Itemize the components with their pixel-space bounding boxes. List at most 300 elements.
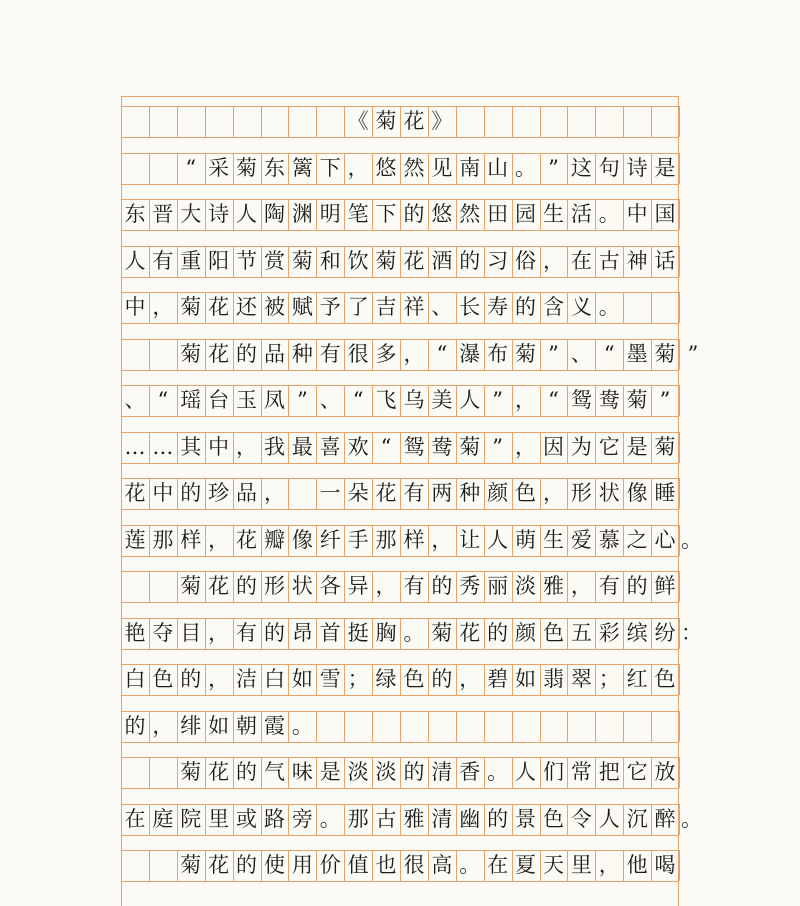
text-cell: ，	[542, 481, 564, 505]
text-cell: 重	[180, 248, 202, 273]
text-cell: 东	[263, 155, 285, 180]
text-cell: 中	[124, 295, 146, 319]
text-cell: 话	[654, 248, 676, 273]
text-cell: 很	[347, 341, 369, 366]
text-cell: 在	[124, 806, 146, 831]
text-cell: 。	[487, 760, 509, 784]
text-cell: 吉	[375, 295, 397, 319]
text-cell: 那	[152, 527, 174, 552]
text-cell: 。	[291, 713, 313, 738]
text-cell: 下	[375, 202, 397, 226]
text-cell: 笔	[347, 202, 369, 226]
text-row	[121, 104, 679, 135]
text-cell: 的	[180, 481, 202, 505]
text-cell: 菊	[654, 434, 676, 459]
text-cell: 胸	[375, 620, 397, 645]
text-cell: 鸳	[403, 434, 425, 459]
text-cell: ，	[208, 620, 230, 645]
text-cell: 状	[291, 574, 313, 598]
grid-column-line	[679, 618, 680, 649]
text-cell: 菊	[291, 248, 313, 273]
text-cell: 布	[487, 341, 509, 366]
text-cell: 它	[598, 434, 620, 459]
text-cell: 花	[403, 109, 425, 133]
grid-column-line	[679, 664, 680, 695]
text-cell: 。	[598, 295, 620, 319]
grid-column-line	[679, 199, 680, 230]
text-cell: 翠	[570, 667, 592, 691]
text-cell: 墨	[626, 341, 648, 366]
text-cell: 鸳	[570, 388, 592, 412]
text-cell: 生	[542, 527, 564, 552]
text-cell: 是	[626, 434, 648, 459]
text-cell: 睡	[654, 481, 676, 505]
text-cell: 很	[403, 853, 425, 877]
text-cell: 淡	[375, 760, 397, 784]
text-cell: 院	[180, 806, 202, 831]
text-cell: 如	[515, 667, 537, 691]
text-row	[121, 337, 699, 368]
text-cell: 朵	[347, 481, 369, 505]
text-cell: 淡	[347, 760, 369, 784]
text-cell: 因	[542, 434, 564, 459]
text-cell: 醉	[654, 806, 676, 831]
text-cell: ，	[208, 527, 230, 552]
text-cell: 花	[208, 574, 230, 598]
text-cell: 白	[124, 667, 146, 691]
text-cell: 也	[375, 853, 397, 877]
text-cell: 品	[236, 481, 258, 505]
text-cell: “	[436, 341, 448, 366]
text-cell: 颜	[515, 620, 537, 645]
text-cell: 《	[347, 109, 369, 133]
text-cell: 在	[487, 853, 509, 877]
text-cell: 我	[263, 434, 285, 459]
text-cell: 生	[542, 202, 564, 226]
text-cell: ，	[152, 295, 174, 319]
text-cell: 、	[570, 341, 592, 366]
text-cell: 彩	[598, 620, 620, 645]
text-cell: ”	[548, 341, 559, 366]
text-cell: 的	[236, 574, 258, 598]
text-cell: 各	[319, 574, 341, 598]
text-cell: …	[124, 434, 146, 459]
text-cell: 有	[403, 574, 425, 598]
text-cell: 含	[542, 295, 564, 319]
text-cell: 把	[598, 760, 620, 784]
text-cell: 的	[403, 760, 425, 784]
text-cell: 瑶	[180, 388, 202, 412]
text-cell: 高	[431, 853, 453, 877]
text-cell: 形	[570, 481, 592, 505]
text-cell: “	[157, 388, 169, 412]
text-cell: 菊	[375, 248, 397, 273]
text-cell: 予	[319, 295, 341, 319]
text-cell: 有	[236, 620, 258, 645]
text-cell: 阳	[208, 248, 230, 273]
text-cell: 那	[375, 527, 397, 552]
text-cell: 还	[236, 295, 258, 319]
text-cell: 俗	[515, 248, 537, 273]
text-row	[121, 523, 679, 554]
text-row	[121, 290, 679, 321]
text-cell: 是	[319, 760, 341, 784]
text-cell: 状	[598, 481, 620, 505]
text-cell: ，	[570, 574, 592, 598]
text-cell: 有	[319, 341, 341, 366]
text-cell: 喜	[319, 434, 341, 459]
text-cell: 、	[319, 388, 341, 412]
text-cell: ”	[296, 388, 308, 412]
text-cell: 一	[319, 481, 341, 505]
text-row	[121, 709, 679, 740]
text-cell: 的	[124, 713, 146, 738]
text-cell: ，	[431, 527, 453, 552]
text-cell: 饮	[347, 248, 369, 273]
text-row	[121, 197, 679, 228]
text-cell: 花	[208, 760, 230, 784]
text-cell: 的	[515, 295, 537, 319]
text-cell: 路	[263, 806, 285, 831]
text-cell: 山	[487, 155, 509, 180]
text-cell: 然	[403, 155, 425, 180]
text-cell: 诗	[626, 155, 648, 180]
text-cell: 然	[459, 202, 481, 226]
text-cell: 渊	[291, 202, 313, 226]
text-cell: 有	[403, 481, 425, 505]
text-cell: 种	[459, 481, 481, 505]
text-cell: 朝	[236, 713, 258, 738]
text-cell: 赏	[263, 248, 285, 273]
text-cell: “	[185, 155, 197, 180]
text-cell: 长	[459, 295, 481, 319]
text-cell: 活	[570, 202, 592, 226]
text-cell: 艳	[124, 620, 146, 645]
text-cell: 篱	[291, 155, 313, 180]
text-cell: 味	[291, 760, 313, 784]
text-cell: 翡	[542, 667, 564, 691]
text-cell: 花	[208, 341, 230, 366]
grid-column-line	[679, 106, 680, 137]
text-cell: 》	[431, 109, 453, 133]
text-cell: 色	[654, 667, 676, 691]
grid-column-line	[679, 292, 680, 323]
text-cell: 最	[291, 434, 313, 459]
text-cell: 萌	[515, 527, 537, 552]
text-cell: ”	[687, 341, 699, 366]
text-cell: 田	[487, 202, 509, 226]
text-cell: 是	[654, 155, 676, 180]
text-cell: 东	[124, 202, 146, 226]
text-cell: 美	[431, 388, 453, 412]
text-cell: 有	[598, 574, 620, 598]
text-cell: 菊	[626, 388, 648, 412]
text-cell: 常	[570, 760, 592, 784]
text-row	[121, 802, 679, 833]
text-cell: 园	[515, 202, 537, 226]
text-cell: 其	[180, 434, 202, 459]
text-cell: 种	[291, 341, 313, 366]
text-cell: 陶	[263, 202, 285, 226]
text-cell: 花	[403, 248, 425, 273]
text-cell: 飞	[375, 388, 397, 412]
text-cell: 、	[431, 295, 453, 319]
text-cell: 句	[598, 155, 620, 180]
text-cell: 菊	[375, 109, 397, 133]
text-cell: 令	[570, 806, 592, 831]
text-cell: 缤	[626, 620, 648, 645]
text-cell: 。	[598, 202, 620, 226]
text-cell: 色	[152, 667, 174, 691]
margin-punctuation: 。	[681, 527, 702, 552]
text-cell: 他	[626, 853, 648, 877]
text-cell: 的	[180, 667, 202, 691]
text-cell: 了	[347, 295, 369, 319]
text-cell: 诗	[208, 202, 230, 226]
text-cell: 的	[431, 574, 453, 598]
text-cell: 花	[375, 481, 397, 505]
text-cell: 菊	[654, 341, 676, 366]
text-cell: ，	[515, 388, 537, 412]
text-cell: 。	[403, 620, 425, 645]
text-cell: 两	[431, 481, 453, 505]
text-cell: 秀	[459, 574, 481, 598]
text-cell: 心	[654, 527, 676, 552]
text-cell: 菊	[431, 620, 453, 645]
text-cell: 的	[403, 202, 425, 226]
text-cell: 中	[208, 434, 230, 459]
text-cell: 神	[626, 248, 648, 273]
text-cell: 瓣	[263, 527, 285, 552]
text-cell: ，	[542, 248, 564, 273]
grid-column-line	[679, 246, 680, 277]
text-cell: 雪	[319, 667, 341, 691]
grid-column-line	[679, 571, 680, 602]
text-cell: 色	[542, 806, 564, 831]
text-cell: 的	[487, 806, 509, 831]
text-cell: ，	[403, 341, 425, 366]
text-cell: 那	[347, 806, 369, 831]
text-cell: 见	[431, 155, 453, 180]
text-cell: 鸯	[598, 388, 620, 412]
grid-column-line	[679, 432, 680, 463]
text-cell: 首	[319, 620, 341, 645]
text-cell: 形	[263, 574, 285, 598]
text-cell: 菊	[180, 760, 202, 784]
text-cell: 人	[236, 202, 258, 226]
text-cell: 的	[626, 574, 648, 598]
text-cell: 让	[459, 527, 481, 552]
text-cell: 气	[263, 760, 285, 784]
text-cell: ”	[659, 388, 671, 412]
text-cell: 的	[263, 620, 285, 645]
text-cell: 色	[542, 620, 564, 645]
text-cell: 莲	[124, 527, 146, 552]
text-cell: 下	[319, 155, 341, 180]
text-cell: 手	[347, 527, 369, 552]
text-cell: 晋	[152, 202, 174, 226]
text-cell: 里	[570, 853, 592, 877]
text-cell: 大	[180, 202, 202, 226]
text-cell: 菊	[180, 574, 202, 598]
grid-column-line	[679, 757, 680, 788]
text-cell: 夏	[515, 853, 537, 877]
text-cell: ；	[598, 667, 620, 691]
text-cell: 里	[208, 806, 230, 831]
text-cell: 酒	[431, 248, 453, 273]
text-cell: 放	[654, 760, 676, 784]
text-cell: 值	[347, 853, 369, 877]
text-cell: 挺	[347, 620, 369, 645]
text-cell: 纤	[319, 527, 341, 552]
text-cell: ”	[492, 434, 503, 459]
grid-column-line	[679, 804, 680, 835]
text-cell: 这	[570, 155, 592, 180]
text-cell: 清	[431, 806, 453, 831]
grid-column-line	[679, 525, 680, 556]
text-cell: 珍	[208, 481, 230, 505]
text-cell: 白	[263, 667, 285, 691]
text-row	[121, 755, 679, 786]
text-cell: 使	[263, 853, 285, 877]
text-cell: 义	[570, 295, 592, 319]
text-row	[121, 430, 679, 461]
text-cell: 红	[626, 667, 648, 691]
text-cell: 夺	[152, 620, 174, 645]
text-cell: 凤	[263, 388, 285, 412]
grid-column-line	[679, 478, 680, 509]
text-cell: 悠	[375, 155, 397, 180]
text-cell: 人	[598, 806, 620, 831]
text-cell: 喝	[654, 853, 676, 877]
text-cell: 之	[626, 527, 648, 552]
text-cell: 霞	[263, 713, 285, 738]
text-cell: 的	[487, 620, 509, 645]
text-cell: 菊	[180, 853, 202, 877]
grid-column-line	[679, 153, 680, 184]
text-cell: ，	[152, 713, 174, 738]
text-cell: 碧	[487, 667, 509, 691]
text-cell: 用	[291, 853, 313, 877]
text-cell: 色	[403, 667, 425, 691]
text-cell: 景	[515, 806, 537, 831]
text-cell: 雅	[403, 806, 425, 831]
text-cell: 和	[319, 248, 341, 273]
text-cell: ，	[236, 434, 258, 459]
text-cell: 被	[263, 295, 285, 319]
text-cell: 花	[459, 620, 481, 645]
text-cell: 鲜	[654, 574, 676, 598]
text-cell: 花	[208, 853, 230, 877]
text-cell: 爱	[570, 527, 592, 552]
text-cell: ”	[548, 155, 559, 180]
grid-column-line	[679, 850, 680, 881]
text-cell: ，	[459, 667, 481, 691]
text-cell: 沉	[626, 806, 648, 831]
text-cell: 玉	[236, 388, 258, 412]
text-cell: 如	[208, 713, 230, 738]
text-cell: 们	[542, 760, 564, 784]
text-cell: 纷	[654, 620, 676, 645]
text-row	[121, 151, 679, 182]
text-cell: 菊	[515, 341, 537, 366]
text-cell: 花	[236, 527, 258, 552]
text-cell: 古	[598, 248, 620, 273]
text-cell: 慕	[598, 527, 620, 552]
text-cell: 国	[654, 202, 676, 226]
text-cell: 五	[570, 620, 592, 645]
text-cell: 的	[236, 341, 258, 366]
text-row	[121, 848, 679, 879]
text-cell: 南	[459, 155, 481, 180]
text-cell: 多	[375, 341, 397, 366]
text-row	[121, 616, 679, 647]
text-row	[121, 476, 679, 507]
text-cell: ，	[263, 481, 285, 505]
text-cell: 。	[319, 806, 341, 831]
margin-punctuation: 。	[681, 806, 702, 831]
text-cell: 菊	[236, 155, 258, 180]
text-cell: 昂	[291, 620, 313, 645]
text-cell: 人	[124, 248, 146, 273]
text-cell: 清	[431, 760, 453, 784]
text-cell: …	[152, 434, 174, 459]
text-cell: “	[603, 341, 615, 366]
text-cell: 目	[180, 620, 202, 645]
text-cell: 的	[431, 667, 453, 691]
text-cell: 花	[124, 481, 146, 505]
text-cell: 节	[236, 248, 258, 273]
text-cell: “	[352, 388, 364, 412]
text-cell: 古	[375, 806, 397, 831]
text-cell: 或	[236, 806, 258, 831]
text-cell: 。	[515, 155, 537, 180]
text-cell: 台	[208, 388, 230, 412]
text-cell: ，	[598, 853, 620, 877]
text-cell: 价	[319, 853, 341, 877]
text-cell: 中	[626, 202, 648, 226]
text-cell: 为	[570, 434, 592, 459]
text-cell: 绿	[375, 667, 397, 691]
text-cell: 样	[180, 527, 202, 552]
text-cell: ，	[347, 155, 369, 180]
text-cell: ，	[515, 434, 537, 459]
text-cell: 菊	[180, 295, 202, 319]
text-cell: 香	[459, 760, 481, 784]
grid-column-line	[679, 711, 680, 742]
text-cell: 天	[542, 853, 564, 877]
text-row	[121, 662, 679, 693]
text-cell: 明	[319, 202, 341, 226]
text-cell: 像	[626, 481, 648, 505]
text-cell: 瀑	[459, 341, 481, 366]
text-cell: 人	[459, 388, 481, 412]
text-cell: 悠	[431, 202, 453, 226]
text-cell: ，	[375, 574, 397, 598]
text-cell: 的	[236, 853, 258, 877]
text-row	[121, 244, 679, 275]
text-cell: 异	[347, 574, 369, 598]
text-cell: 淡	[515, 574, 537, 598]
text-cell: 的	[459, 248, 481, 273]
text-cell: 寿	[487, 295, 509, 319]
text-cell: 、	[124, 388, 146, 412]
text-cell: 鸯	[431, 434, 453, 459]
text-cell: “	[548, 388, 559, 412]
text-cell: 旁	[291, 806, 313, 831]
text-cell: 祥	[403, 295, 425, 319]
text-cell: 中	[152, 481, 174, 505]
